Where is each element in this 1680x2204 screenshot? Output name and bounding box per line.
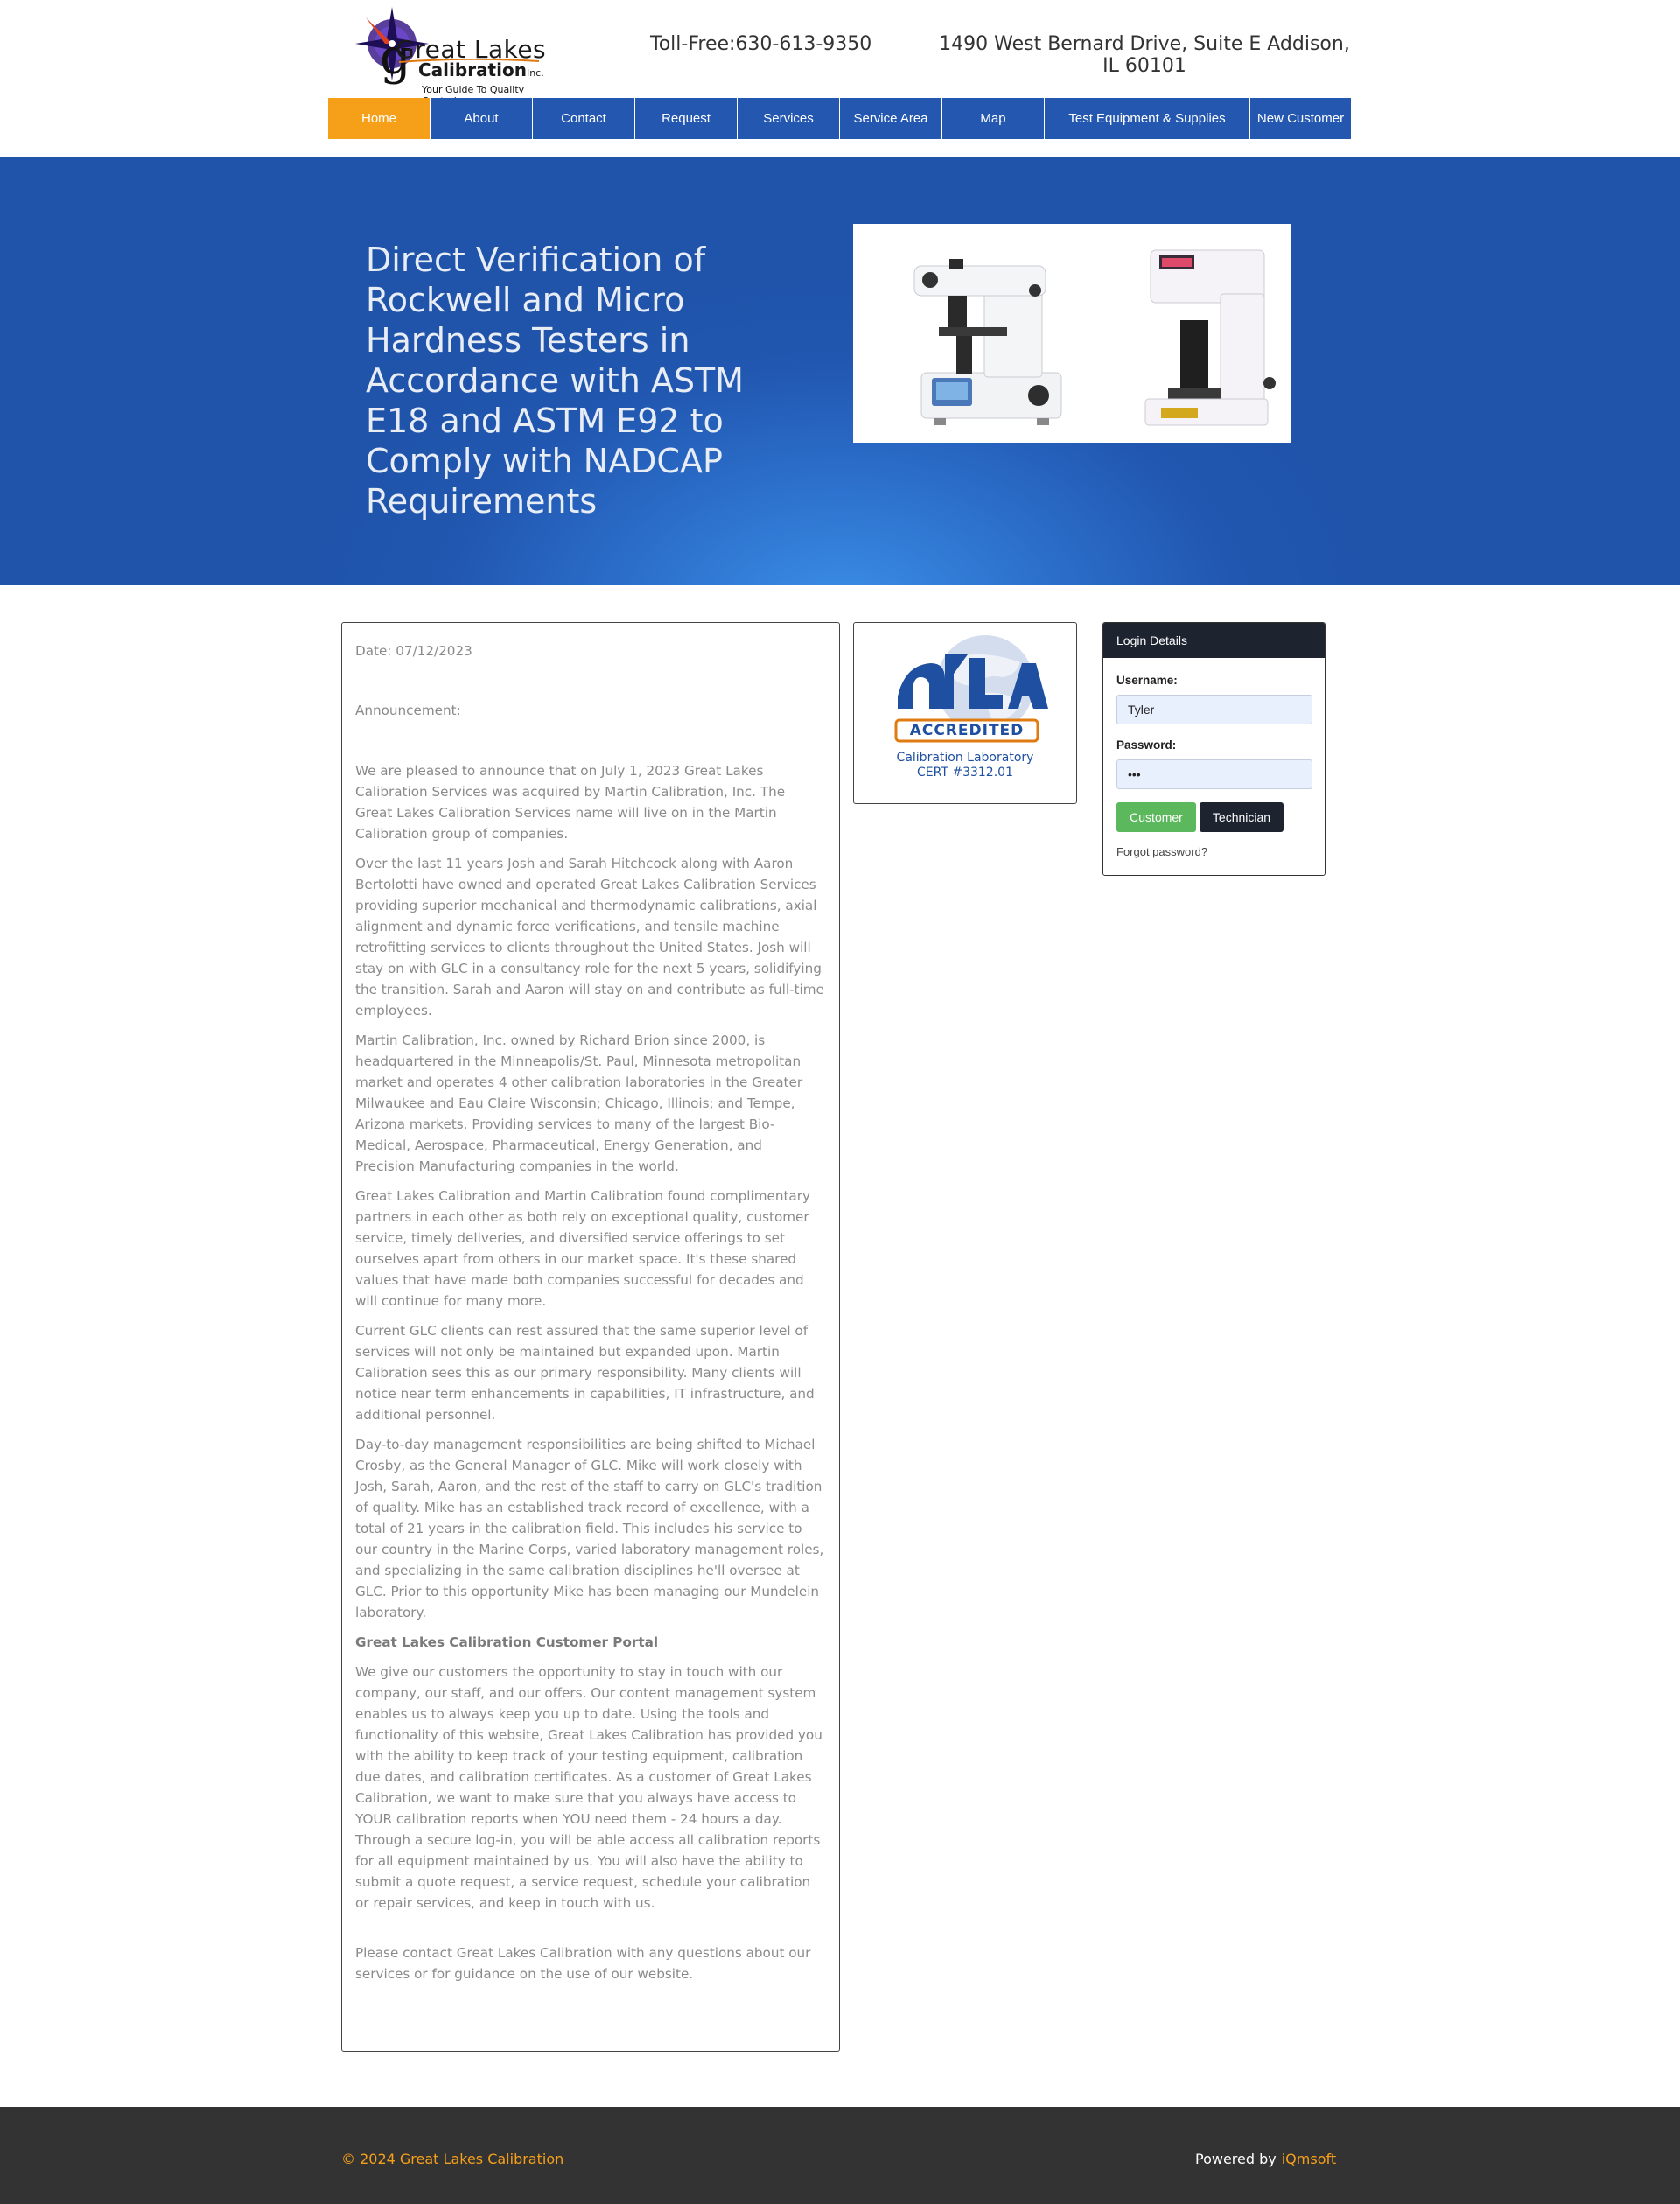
accredited-badge-text: ACCREDITED bbox=[909, 722, 1025, 739]
closing-paragraph: Please contact Great Lakes Calibration with any questions about our services or for guidance on the use of our website. bbox=[355, 1945, 811, 1982]
password-label: Password: bbox=[1116, 738, 1177, 752]
nav-home[interactable]: Home bbox=[328, 98, 430, 139]
company-address: 1490 West Bernard Drive, Suite E Addison, IL 60101 bbox=[939, 33, 1350, 77]
forgot-password-link[interactable]: Forgot password? bbox=[1116, 845, 1208, 858]
svg-text:g: g bbox=[380, 29, 411, 86]
nav-request[interactable]: Request bbox=[635, 98, 738, 139]
login-heading: Login Details bbox=[1103, 623, 1325, 658]
certificate-number: CERT #3312.01 bbox=[917, 766, 1013, 780]
announcement-article bbox=[341, 622, 840, 2052]
nav-contact[interactable]: Contact bbox=[533, 98, 635, 139]
article-paragraph: Martin Calibration, Inc. owned by Richard Brion since 2000, is headquartered in the Minneapolis/St. Paul, Minnesota metropolitan market and operates 4 other calibration laboratories in the Greater Milwaukee and Eau Claire Wisconsin; Chicago, Illinois; and Tempe, Arizona markets. Providing services to many of the largest Bio-Medical, Aerospace, Pharmaceutical, Energy Generation, and Precision Manufacturing companies in the world. bbox=[355, 1032, 803, 1174]
password-input[interactable]: ••• bbox=[1116, 759, 1312, 789]
customer-login-button[interactable]: Customer bbox=[1116, 802, 1196, 832]
site-header bbox=[0, 0, 1680, 157]
article-paragraph: Day-to-day management responsibilities are being shifted to Michael Crosby, as the General Manager of GLC. Mike will work closely with Josh, Sarah, Aaron, and the rest of the staff to carry on GLC's tradition of quality. Mike has an established track record of excellence, with a total of 21 years in the calibration field. This includes his service to our country in the Marine Corps, varied laboratory management roles, and specializing in the same calibration disciplines he'll oversee at GLC. Prior to this opportunity Mike has been managing our Mundelein laboratory. bbox=[355, 1437, 824, 1620]
hero-banner bbox=[0, 157, 1680, 585]
technician-login-button[interactable]: Technician bbox=[1200, 802, 1284, 832]
username-input[interactable]: Tyler bbox=[1116, 695, 1312, 724]
nav-map[interactable]: Map bbox=[942, 98, 1045, 139]
main-navigation bbox=[328, 98, 1351, 139]
portal-heading: Great Lakes Calibration Customer Portal bbox=[355, 1634, 659, 1650]
login-panel bbox=[1102, 622, 1326, 876]
nav-test-equipment-supplies[interactable]: Test Equipment & Supplies bbox=[1045, 98, 1250, 139]
calibration-laboratory-label: Calibration Laboratory bbox=[896, 751, 1034, 765]
hardness-tester-illustration bbox=[853, 224, 1291, 443]
powered-by-label: Powered by bbox=[1195, 2151, 1277, 2167]
portal-paragraph: We give our customers the opportunity to stay in touch with our company, our staff, and our offers. Our content management system enables us to always keep you up to date. Using the tools and functionality of this website, Great Lakes Calibration has provided you with the ability to keep track of your testing equipment, calibration due dates, and calibration certificates. As a customer of Great Lakes Calibration, we want to make sure that you always have access to YOUR calibration reports when YOU need them - 24 hours a day. Through a secure log-in, you will be able access all calibration reports for all equipment maintained by us. You will also have the ability to submit a quote request, a service request, schedule your calibration or repair services, and keep in touch with us. bbox=[355, 1664, 822, 1911]
announcement-label: Announcement: bbox=[355, 703, 461, 718]
company-logo[interactable] bbox=[345, 3, 555, 96]
iqmsoft-link[interactable]: iQmsoft bbox=[1281, 2151, 1337, 2167]
username-label: Username: bbox=[1116, 674, 1178, 687]
hardness-testers-image bbox=[853, 224, 1291, 443]
logo-line-calibration: CalibrationInc. bbox=[418, 59, 544, 80]
article-paragraph: Over the last 11 years Josh and Sarah Hitchcock along with Aaron Bertolotti have owned and operated Great Lakes Calibration Services providing superior mechanical and thermodynamic calibrations, axial alignment and dynamic force verifications, and tensile machine retrofitting services to clients throughout the United States. Josh will stay on with GLC in a consultancy role for the next 5 years, solidifying the transition. Sarah and Aaron will stay on and contribute as full-time employees. bbox=[355, 856, 824, 1018]
powered-by bbox=[1195, 2151, 1336, 2167]
article-paragraph: Current GLC clients can rest assured that the same superior level of services will not only be maintained but expanded upon. Martin Calibration sees this as our primary responsibility. Many clients will notice near term enhancements in capabilities, IT infrastructure, and additional personnel. bbox=[355, 1323, 815, 1423]
article-date: Date: 07/12/2023 bbox=[355, 643, 472, 659]
site-footer bbox=[0, 2107, 1680, 2204]
copyright-text: © 2024 Great Lakes Calibration bbox=[341, 2151, 564, 2167]
accreditation-card bbox=[853, 622, 1077, 804]
article-paragraph: Great Lakes Calibration and Martin Calibration found complimentary partners in each other as both rely on exceptional quality, customer service, timely deliveries, and diversified service offerings to set ourselves apart from others in our market space. It's these shared values that have made both companies successful for decades and will continue for many more. bbox=[355, 1188, 810, 1309]
nav-service-area[interactable]: Service Area bbox=[840, 98, 942, 139]
logo-line-great-lakes: Great Lakes bbox=[396, 35, 547, 64]
nav-services[interactable]: Services bbox=[738, 98, 840, 139]
logo-tagline: Your Guide To Quality bbox=[422, 84, 525, 95]
nav-new-customer[interactable]: New Customer bbox=[1250, 98, 1351, 139]
toll-free-phone[interactable]: Toll-Free:630-613-9350 bbox=[650, 33, 872, 55]
nav-about[interactable]: About bbox=[430, 98, 533, 139]
hero-title: Direct Verification of Rockwell and Micro Hardness Testers in Accordance with ASTM E18 and ASTM E92 to Comply with NADCAP Requirements bbox=[366, 241, 744, 521]
article-paragraph: We are pleased to announce that on July 1, 2023 Great Lakes Calibration Services was acquired by Martin Calibration, Inc. The Great Lakes Calibration Services name will live on in the Martin Calibration group of companies. bbox=[355, 763, 786, 842]
